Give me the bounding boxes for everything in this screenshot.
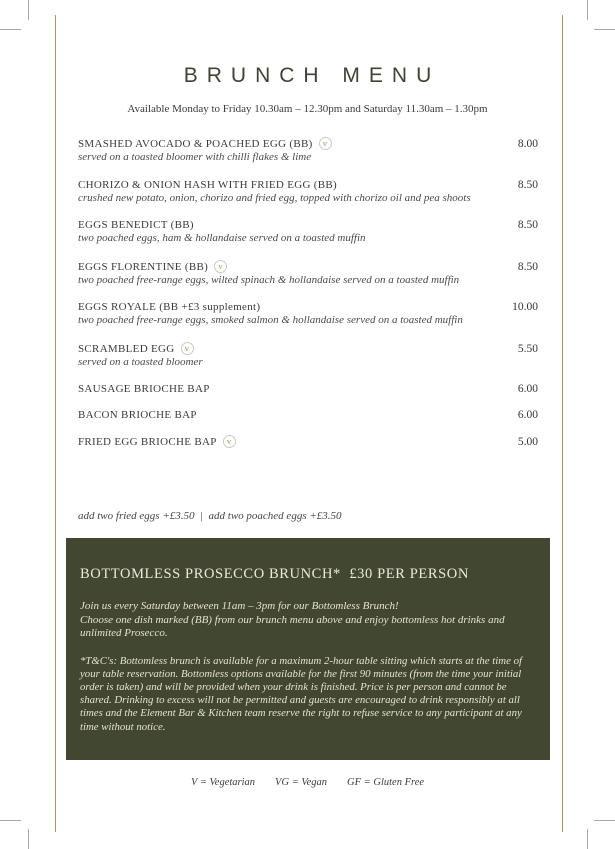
- promo-intro-line-2: Choose one dish marked (BB) from our brunch menu above and enjoy bottomless hot drinks and unlimited Prosecco.: [80, 613, 505, 639]
- item-name: [78, 435, 236, 448]
- item-price: 10.00: [512, 301, 538, 313]
- crop-mark-bottom-right-vertical: [587, 829, 588, 849]
- vegetarian-icon: v: [319, 137, 332, 150]
- left-border-rule: [55, 15, 56, 832]
- item-name: EGGS BENEDICT (BB): [78, 219, 194, 231]
- item-name-text: SMASHED AVOCADO & POACHED EGG (BB): [78, 138, 313, 150]
- crop-mark-bottom-left-vertical: [28, 829, 29, 849]
- crop-mark-bottom-right-horizontal: [594, 820, 615, 821]
- item-price: 6.00: [517, 409, 538, 421]
- item-price: 6.00: [517, 383, 538, 395]
- item-name: [78, 260, 227, 273]
- item-price: 8.00: [517, 138, 538, 150]
- item-name: [78, 342, 194, 355]
- promo-title: BOTTOMLESS PROSECCO BRUNCH* £30 PER PERSON: [80, 566, 469, 582]
- crop-mark-bottom-left-horizontal: [0, 820, 21, 821]
- menu-item: [78, 137, 538, 165]
- item-description: two poached free-range eggs, smoked salmon & hollandaise served on a toasted muffin: [78, 314, 463, 326]
- menu-item: [78, 342, 538, 370]
- menu-item: [78, 219, 538, 246]
- vegetarian-icon: v: [214, 260, 227, 273]
- item-description: crushed new potato, onion, chorizo and fried egg, topped with chorizo oil and pea shoots: [78, 191, 471, 204]
- item-name-text: SCRAMBLED EGG: [78, 342, 175, 355]
- vegetarian-icon: v: [181, 342, 194, 355]
- item-price: 8.50: [517, 260, 538, 273]
- menu-item: [78, 409, 538, 421]
- item-price: 5.50: [517, 342, 538, 355]
- item-description: served on a toasted bloomer: [78, 355, 203, 368]
- legend-vegan: VG = Vegan: [275, 777, 328, 788]
- crop-mark-top-left-vertical: [28, 0, 29, 20]
- crop-mark-top-right-vertical: [587, 0, 588, 20]
- right-border-rule: [562, 15, 563, 832]
- legend-gluten-free: GF = Gluten Free: [347, 777, 425, 788]
- menu-item: [78, 260, 538, 288]
- promo-intro-line-1: Join us every Saturday between 11am – 3pm for our Bottomless Brunch!: [80, 600, 399, 612]
- item-name: SAUSAGE BRIOCHE BAP: [78, 383, 210, 395]
- availability-subtitle: Available Monday to Friday 10.30am – 12.30pm and Saturday 11.30am – 1.30pm: [127, 103, 488, 115]
- menu-item: [78, 301, 538, 328]
- page-title: BRUNCH MENU: [183, 64, 441, 87]
- promo-terms: *T&C's: Bottomless brunch is available for a maximum 2-hour table sitting which starts at the time of your table reservation. Bottomless options available for the first 90 minutes (from the time your initial order is taken) and will be provided when your drink is finished. Price is per person and cannot be shared. Drinking to excess will not be permitted and guests are encouraged to drink responsibly at all times and the Element Bar & Kitchen team reserve the right to refuse service to any participant at any time without notice.: [80, 654, 522, 733]
- item-name: CHORIZO & ONION HASH WITH FRIED EGG (BB): [78, 178, 337, 191]
- item-name-text: EGGS FLORENTINE (BB): [78, 260, 209, 273]
- menu-item: [78, 179, 538, 206]
- item-price: 8.50: [517, 219, 538, 231]
- bottomless-brunch-panel: [66, 538, 550, 760]
- crop-mark-top-right-horizontal: [594, 29, 615, 30]
- legend-vegetarian: V = Vegetarian: [190, 777, 256, 788]
- menu-item-list: [78, 137, 538, 462]
- promo-intro: [80, 600, 536, 641]
- item-name: EGGS ROYALE (BB +£3 supplement): [78, 301, 261, 313]
- item-description: served on a toasted bloomer with chilli flakes & lime: [78, 151, 312, 163]
- item-name: BACON BRIOCHE BAP: [78, 409, 197, 421]
- vegetarian-icon: v: [223, 435, 236, 448]
- dietary-legend: [0, 777, 615, 788]
- item-description: two poached free-range eggs, wilted spinach & hollandaise served on a toasted muffin: [78, 273, 460, 286]
- crop-mark-top-left-horizontal: [0, 29, 21, 30]
- addons-line-1: add two fried eggs +£3.50 | add two poached eggs +£3.50: [78, 510, 342, 522]
- menu-item: [78, 435, 538, 448]
- menu-item: [78, 383, 538, 395]
- item-price: 8.50: [517, 178, 538, 191]
- item-description: two poached eggs, ham & hollandaise served on a toasted muffin: [78, 232, 366, 244]
- item-name: [78, 137, 332, 150]
- item-price: 5.00: [517, 436, 538, 448]
- item-name-text: FRIED EGG BRIOCHE BAP: [78, 436, 217, 448]
